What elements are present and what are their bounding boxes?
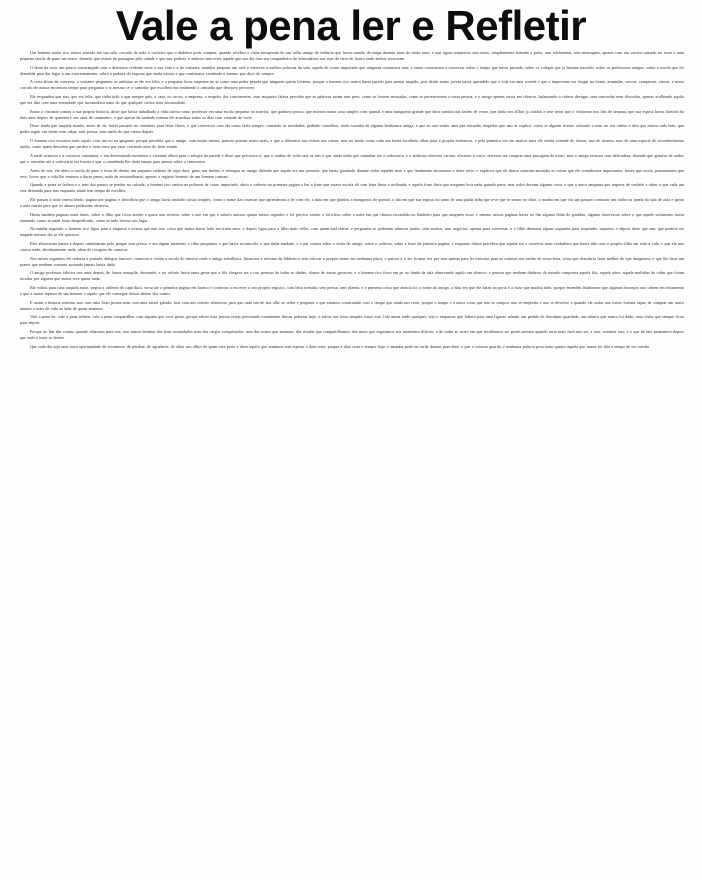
paragraph: Havia tambem paginas mais duras, sobre o filho que ficou doente e quase nao resistiu, sobre o ano em que o salario atrasou quatro meses seguidos e foi preciso vender a bicicleta, sobre a noite em que chorou escondido no banheiro para que ninguem visse, e mesmo nessas paginas havia no fim alguma linha de gratidao, alguma observacao sobre o que aquele sofrimento havia ensinado, como se nada fosse desperdicado, como se tudo tivesse um lugar.	[20, 211, 684, 223]
document-body	[0, 50, 702, 360]
paragraph: Um homem muito rico estava sentado em sua sala, cercado de todo o conforto que o dinheiro pode comprar, quando recebeu a visita inesperada de um velho amigo de infância que havia sumido do mapa durante mais de trinta anos, e que agora reaparecia sem aviso, simplesmente batendo a porta, sem telefonema, sem mensagem, apenas com um sorriso cansado no rosto e uma pequena sacola de pano nas maos, dizendo que estava de passagem pela cidade e que nao poderia ir embora sem rever aquele que um dia fora seu companheiro de brincadeiras nas ruas de terra do bairro onde ambos cresceram.	[20, 50, 684, 62]
paragraph: O homem rico escutava tudo aquilo com um no na garganta, porque percebia que o amigo, com muito menos, parecia possuir muito mais, e que a diferenca nao estava nas coisas, mas no modo como cada um havia escolhido olhar para a propria existencia, e pela primeira vez em muitos anos ele sentiu vontade de chorar, nao de tristeza, mas de uma especie de reconhecimento tardio, como quem descobre que perdeu o trem certo por estar correndo atras do trem errado.	[20, 138, 684, 150]
paragraph: E assim a historia termina, nao com uma licao pronta nem com uma moral gritada, mas com um convite silencioso para que cada um de nos olhe ao redor e pergunte o que estamos construindo com o tempo que ainda nos resta, porque o tempo e a unica coisa que nao se compra, nao se empresta e nao se devolve, e quando ele acaba nao existe fortuna capaz de comprar um unico minuto a mais de vida ao lado de quem amamos.	[20, 299, 684, 311]
paragraph: Disse ainda que naquela manha, antes de vir, havia passado no cemiterio para levar flores, e que conversou com ela como fazia sempre, contando as novidades, pedindo conselhos, rindo sozinho de alguma lembranca antiga, e que ao sair sentiu uma paz estranha, daquelas que nao se explica, como se alguem tivesse colocado a mao no seu ombro e dito que estava tudo bem, que podia seguir em frente sem culpa, sem pressa, sem medo do que viesse depois.	[20, 123, 684, 135]
paragraph: Eles almocaram juntos e depois caminharam pelo parque sem pressa, e em algum momento o filho perguntou o que havia acontecido, o que tinha mudado, e o pai contou sobre a visita do amigo, sobre o caderno, sobre a frase da primeira pagina, e enquanto falava percebeu que aquela era a conversa mais verdadeira que havia tido com o proprio filho em toda a vida, e que ela nao custou nada, absolutamente nada, alem da coragem de comecar.	[20, 240, 684, 252]
page-title: Vale a pena ler e Refletir	[115, 2, 587, 49]
paragraph: Ele voltou para casa naquela noite, pegou o caderno de capa dura, virou ate a primeira pagina em branco e comecou a escrever o seu proprio registro, com letra tremida, sem pressa, sem plateia, e a primeira coisa que anotou foi o nome do amigo, a data em que ele bateu na porta e a frase que mudou tudo, porque entendeu finalmente que algumas heranças nao cabem em testamento e que a maior riqueza de um homem e aquilo que ele consegue deixar dentro dos outros.	[20, 285, 684, 297]
paragraph: Nos meses seguintes ele reduziu a jornada, delegou funcoes, comecou a visitar a escola do interior onde o amigo trabalhava, financiou a reforma da biblioteca sem colocar o proprio nome em nenhuma placa, e passou a ir ate la uma vez por mes apenas para ler historias para as criancas nas tardes de sexta-feira, coisa que descobriu fazer melhor do que imaginava, e que lhe dava um prazer que nenhum contrato assinado jamais havia dado.	[20, 255, 684, 267]
paragraph: A tarde avancou e a conversa continuou, e em determinado momento o visitante olhou para o relogio da parede e disse que precisava ir, que o onibus de volta saia as seis e que ainda tinha que caminhar ate a rodoviaria, e o anfitriao ofereceu carona, ofereceu o carro, ofereceu ate comprar uma passagem de aviao, mas o amigo recusou com delicadeza, dizendo que gostava de andar, que o caminho ate a rodoviaria era bonito e que a caminhada lhe daria tempo para pensar sobre o reencontro.	[20, 152, 684, 164]
paragraph: Ele passou a noite inteira lendo, pagina por pagina, e descobriu que o amigo havia anotado coisas simples, como o nome das criancas que aprenderam a ler com ele, a data em que plantou a mangueira do quintal, o dia em que sua esposa riu tanto de uma piada boba que teve que se sentar no chao, a manha em que viu um passaro construir um ninho na janela da sala de aula e parou a aula inteira para que os alunos pudessem observar.	[20, 196, 684, 208]
paragraph: Vale a pena ler, vale a pena refletir, vale a pena compartilhar com alguem que voce gosta, porque talvez essa pessoa esteja precisando exatamente dessas palavras hoje, e talvez um texto simples como este, lido numa tarde qualquer, seja o empurrao que faltava para uma ligacao adiada, um pedido de desculpas guardado, um abraco que nunca foi dado, uma visita que sempre ficou para depois.	[20, 314, 684, 326]
paragraph: Na manha seguinte, o homem rico ligou para a empresa e avisou que nao iria, coisa que nunca havia feito em trinta anos, e depois ligou para o filho mais velho, com quem mal falava, e perguntou se poderiam almocar juntos, sem motivo, sem negocios, apenas para conversar, e o filho demorou alguns segundos para responder, surpreso, e depois disse que sim, que poderia ser naquele mesmo dia se ele quisesse.	[20, 226, 684, 238]
paragraph: Antes de sair, ele abriu a sacola de pano e tirou de dentro um pequeno caderno de capa dura, gasto nas bordas, e entregou ao amigo dizendo que aquilo era um presente, que havia guardado durante todos aqueles anos e que finalmente encontrara o dono certo, e explicou que ali dentro estavam anotadas as coisas que ele considerava importantes, frases que ouviu, pensamentos que teve, licoes que a vida lhe ensinou a duras penas, nada de extraordinario, apenas o registro honesto de um homem comum.	[20, 167, 684, 179]
paragraph: O amigo professor faleceu tres anos depois, de forma tranquila, dormindo, e no velorio havia tanta gente que a fila chegava ate a rua, pessoas de todas as idades, alunos de varias geracoes, e o homem rico ficou em pe no fundo da sala observando aquilo em silencio, e pensou que nenhum dinheiro do mundo compraria aquela fila, aquele afeto, aquela multidao de vidas que foram tocadas por alguem que nunca teve quase nada.	[20, 270, 684, 282]
paragraph: Que cada dia seja uma nova oportunidade de recomecar, de perdoar, de agradecer, de olhar nos olhos de quem esta perto e dizer aquilo que sentimos sem esperar a data certa, porque a data certa e sempre hoje, e amanha pode ser tarde demais para dizer o que o coracao guarda, e nenhuma palavra pesa tanto quanto aquela que nunca foi dita a tempo de ser ouvida.	[30, 343, 650, 349]
paragraph: O dono da casa, um pouco constrangido com a diferenca evidente entre a sua vida e a do visitante, mandou preparar um cafe e ofereceu a melhor poltrona da sala, aquela de couro importado que ninguem costumava usar, e entao comecaram a conversar sobre o tempo que havia passado, sobre os colegas que ja haviam morrido, sobre os professores antigos, sobre a escola que foi demolida para dar lugar a um estacionamento, sobre a padaria da esquina que ainda existia e que continuava vendendo o mesmo pao doce de sempre.	[20, 64, 684, 76]
paragraph: Porque no fim das contas, quando olharmos para tras, nao vamos lembrar dos bens acumulados nem dos cargos conquistados, mas dos rostos que amamos, das risadas que compartilhamos, das maos que seguramos nos momentos dificeis, e de todas as vezes em que escolhemos ser gentis mesmo quando seria mais facil nao ser, e isso, somente isso, e o que de fato permanece depois que tudo o mais se desfaz.	[20, 329, 684, 341]
paragraph: Ele respondeu que sim, que era feliz, que tinha tudo o que sempre quis, a casa, os carros, a empresa, o respeito dos concorrentes, mas enquanto falava percebia que as palavras saiam sem peso, como se fossem ensaiadas, como se pertencessem a outra pessoa, e o amigo apenas ouvia em silencio, balancando a cabeca devagar, sem concordar nem discordar, apenas acolhendo aquilo que era dito com uma serenidade que incomodava mais do que qualquer critica teria incomodado.	[20, 94, 684, 106]
paragraph: Entao o visitante contou a sua propria historia, disse que havia trabalhado a vida inteira como professor em uma escola pequena no interior, que ganhava pouco, que morava numa casa simples com quintal e uma mangueira grande que dava sombra nas tardes de verao, que tinha tres filhos ja criados e sete netos que o visitavam nos fins de semana, que sua esposa havia falecido ha dois anos depois de quarenta e um anos de casamento, e que apesar da saudade imensa ele acordava todos os dias com vontade de viver.	[20, 108, 684, 120]
paragraph: A certa altura da conversa, o visitante perguntou ao anfitriao se ele era feliz, e a pergunta ficou suspensa no ar como uma pedra pesada que ninguem queria levantar, porque o homem rico nunca havia parado para pensar naquilo, pois desde muito jovem havia aprendido que a vida era uma corrida e que o importante era chegar na frente, acumular, crescer, conquistar, vencer, e nessa corrida ele nunca encontrou tempo para perguntar a si mesmo se o caminho que escolheu era realmente o caminho que desejava percorrer.	[20, 79, 684, 91]
bottom-spacer	[20, 352, 684, 360]
paragraph: Quando a porta se fechou e o som dos passos se perdeu na calcada, o homem rico sentou na poltrona de couro importado, abriu o caderno na primeira pagina e leu a frase que estava escrita ali com letra firme e inclinada, e aquela frase dizia que ninguem leva nada quando parte, mas todos deixam alguma coisa, e que a unica pergunta que importa de verdade e saber o que cada um esta deixando para tras enquanto ainda tem tempo de escolher.	[20, 182, 684, 194]
